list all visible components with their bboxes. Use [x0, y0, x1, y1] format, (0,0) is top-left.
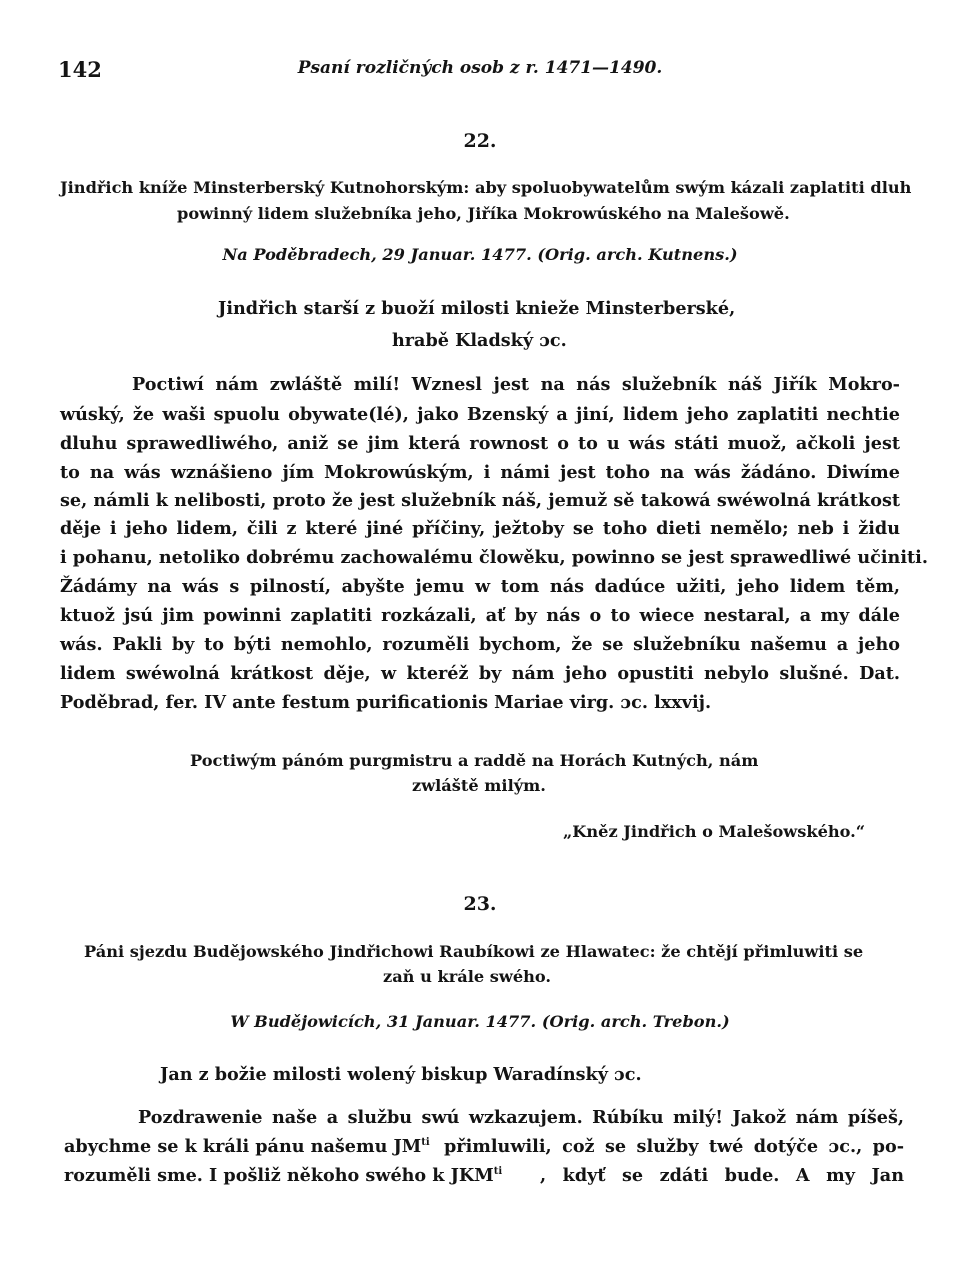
- letter-body-segment: rozuměli sme. I pošliž někoho swého k JKM: [64, 1165, 494, 1186]
- letter-salutation-line: Jan z božie milosti wolený biskup Waradínský ɔc.: [160, 1064, 642, 1085]
- letter-body-line: , kdyť se zdáti bude. A my Jan: [540, 1165, 904, 1186]
- letter-body-line: přimluwili, což se služby twé dotýče ɔc., po-: [444, 1136, 904, 1157]
- letter-body-line: dluhu sprawedliwého, aniž se jim která rownost o to u wás státi muož, ačkoli jest: [60, 433, 900, 454]
- letter-summary-line: Jindřich kníže Minsterberský Kutnohorským: aby spoluobywatelům swým kázali zaplatiti dluh: [60, 178, 912, 197]
- letter-summary-line: powinný lidem služebníka jeho, Jiříka Mokrowúského na Malešowě.: [177, 204, 790, 223]
- letter-body-segment: abychme se k králi pánu našemu JM: [64, 1136, 422, 1157]
- letter-body-line: [64, 1165, 502, 1186]
- letter-salutation-line: hrabě Kladský ɔc.: [392, 330, 567, 351]
- letter-summary-line: zaň u krále swého.: [383, 967, 552, 986]
- letter-body-line: to na wás wznášieno jím Mokrowúským, i námi jest toho na wás žádáno. Diwíme: [60, 462, 900, 483]
- letter-body-line: Pozdrawenie naše a službu swú wzkazujem. Rúbíku milý! Jakož nám píšeš,: [138, 1107, 904, 1128]
- letter-body-line: wúský, že waši spuolu obywate(lé), jako Bzenský a jiní, lidem jeho zaplatiti nechtie: [60, 404, 900, 425]
- running-title: Psaní rozličných osob z r. 1471—1490.: [297, 58, 663, 78]
- letter-summary-line: Páni sjezdu Budějowského Jindřichowi Raubíkowi ze Hlawatec: že chtějí přimluwiti se: [84, 942, 864, 961]
- letter-body-line: děje i jeho lidem, čili z které jiné příčiny, ježtoby se toho dieti nemělo; neb i židu: [60, 518, 900, 539]
- letter-body-line: Žádámy na wás s pilností, abyšte jemu w tom nás dadúce užiti, jeho lidem těm,: [60, 576, 900, 597]
- letter-body-line: Poctiwí nám zwláště milí! Wznesl jest na nás služebník náš Jiřík Mokro-: [132, 374, 900, 395]
- letter-body-line: i pohanu, netoliko dobrému zachowalému člowěku, powinno se jest sprawedliwé učiniti.: [60, 547, 928, 568]
- page-number: 142: [58, 57, 102, 82]
- letter-body-line: ktuož jsú jim powinni zaplatiti rozkázali, ať by nás o to wiece nestaral, a my dále: [60, 605, 900, 626]
- letter-body-line: Poděbrad, fer. IV ante festum purificationis Mariae virg. ɔc. lxxvij.: [60, 692, 712, 713]
- letter-number: 22.: [463, 130, 497, 152]
- letter-number: 23.: [463, 893, 497, 915]
- letter-body-line: lidem swéwolná krátkost děje, w kteréž by nám jeho opustiti nebylo slušné. Dat.: [60, 663, 900, 684]
- superscript-abbrev: ti: [493, 1166, 503, 1178]
- letter-address-line: Poctiwým pánóm purgmistru a raddě na Horách Kutných, nám: [190, 751, 759, 770]
- letter-note: „Kněz Jindřich o Malešowského.“: [563, 822, 866, 841]
- letter-address-line: zwláště milým.: [412, 776, 546, 795]
- letter-body-line: wás. Pakli by to býti nemohlo, rozuměli bychom, že se služebníku našemu a jeho: [60, 634, 900, 655]
- letter-body-line: [64, 1136, 430, 1157]
- letter-salutation-line: Jindřich starší z buoží milosti knieže Minsterberské,: [218, 298, 736, 319]
- letter-date-place: W Budějowicích, 31 Januar. 1477. (Orig. arch. Trebon.): [230, 1012, 730, 1031]
- letter-body-line: se, námli k nelibosti, proto že jest služebník náš, jemuž sě takowá swéwolná krátkost: [60, 490, 900, 511]
- superscript-abbrev: ti: [421, 1137, 430, 1149]
- letter-date-place: Na Poděbradech, 29 Januar. 1477. (Orig. arch. Kutnens.): [222, 245, 738, 264]
